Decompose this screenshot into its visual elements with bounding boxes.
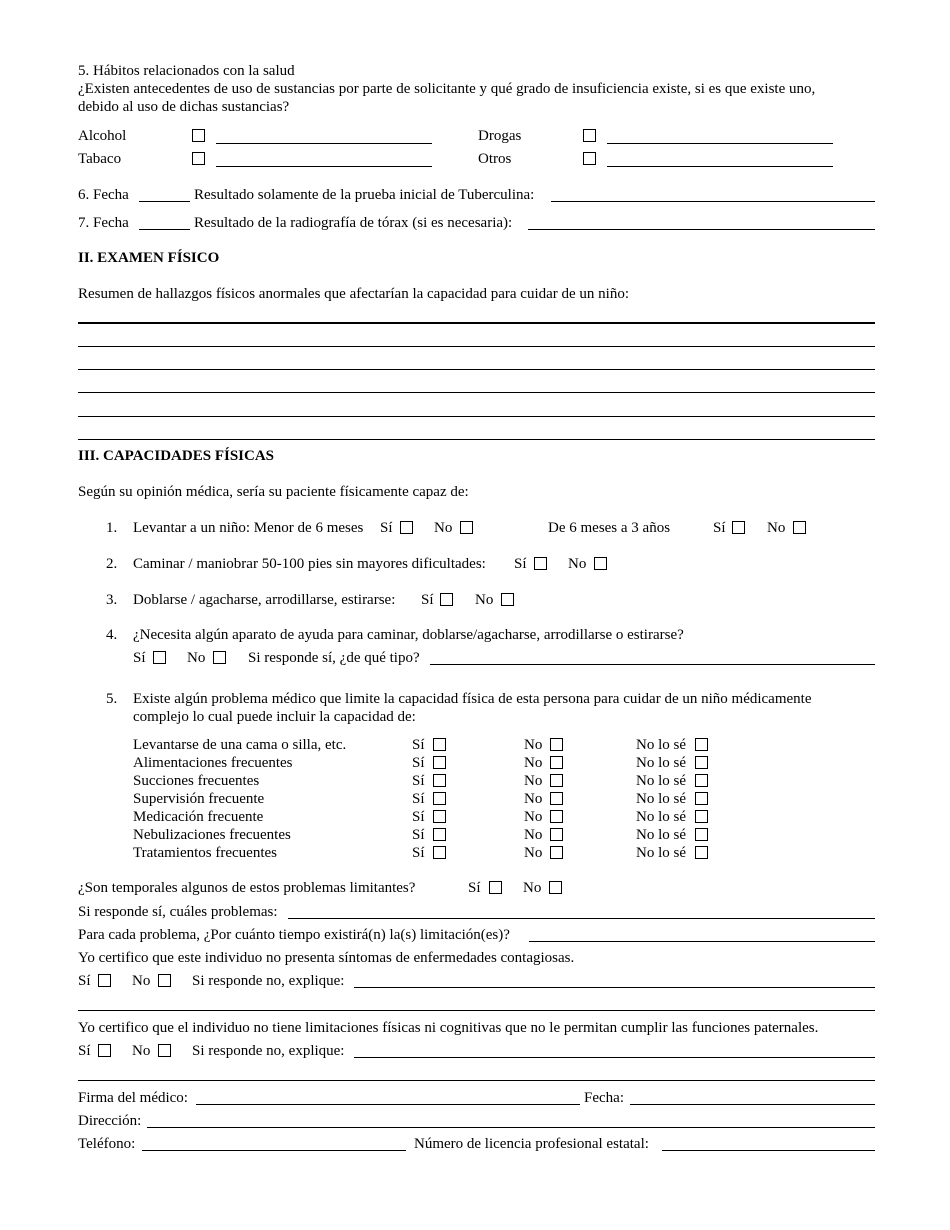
alcohol-line[interactable] xyxy=(216,143,432,144)
item2-no-checkbox[interactable] xyxy=(594,557,607,570)
capacity-item-label: Alimentaciones frecuentes xyxy=(133,755,293,771)
section2-title: II. EXAMEN FÍSICO xyxy=(78,250,220,266)
capacity-si-label: Sí xyxy=(412,827,425,843)
cert2-explique-label: Si responde no, explique: xyxy=(192,1043,345,1059)
item4-label: ¿Necesita algún aparato de ayuda para caminar, doblarse/agacharse, arrodillarse o estirarse? xyxy=(133,627,684,643)
item1b-no-checkbox[interactable] xyxy=(793,521,806,534)
capacity-si-label: Sí xyxy=(412,845,425,861)
capacity-no-checkbox[interactable] xyxy=(550,846,563,859)
capacity-no-label: No xyxy=(524,773,543,789)
capacity-nose-checkbox[interactable] xyxy=(695,792,708,805)
cert2-no-label: No xyxy=(132,1043,151,1059)
item2-no-label: No xyxy=(568,556,587,572)
item1b-label: De 6 meses a 3 años xyxy=(548,520,671,536)
cert1-text: Yo certifico que este individuo no presenta síntomas de enfermedades contagiosas. xyxy=(78,950,575,966)
capacity-si-checkbox[interactable] xyxy=(433,792,446,805)
resumen-line-4[interactable] xyxy=(78,392,875,393)
item1-no-label: No xyxy=(434,520,453,536)
capacity-si-checkbox[interactable] xyxy=(433,846,446,859)
tiempo-line[interactable] xyxy=(529,941,875,942)
item1b-no-label: No xyxy=(767,520,786,536)
resumen-line-6[interactable] xyxy=(78,439,875,440)
capacity-no-checkbox[interactable] xyxy=(550,810,563,823)
item3-no-checkbox[interactable] xyxy=(501,593,514,606)
cert2-no-checkbox[interactable] xyxy=(158,1044,171,1057)
capacity-no-checkbox[interactable] xyxy=(550,756,563,769)
cert2-si-label: Sí xyxy=(78,1043,91,1059)
capacity-no-label: No xyxy=(524,791,543,807)
capacity-item-label: Supervisión frecuente xyxy=(133,791,265,807)
item4-no-checkbox[interactable] xyxy=(213,651,226,664)
cert1-no-checkbox[interactable] xyxy=(158,974,171,987)
resumen-line-1[interactable] xyxy=(78,322,875,324)
capacity-no-label: No xyxy=(524,827,543,843)
item5-number: 5. xyxy=(106,691,118,707)
item6-fecha-label: 6. Fecha xyxy=(78,187,129,203)
item3-si-label: Sí xyxy=(421,592,434,608)
tiempo-label: Para cada problema, ¿Por cuánto tiempo existirá(n) la(s) limitación(es)? xyxy=(78,927,510,943)
firma-label: Firma del médico: xyxy=(78,1090,188,1106)
item4-no-label: No xyxy=(187,650,206,666)
item1-si-label: Sí xyxy=(380,520,393,536)
cert2-text: Yo certifico que el individuo no tiene limitaciones físicas ni cognitivas que no le permitan cumplir las funciones paternales. xyxy=(78,1020,819,1036)
item6-resultado-label: Resultado solamente de la prueba inicial de Tuberculina: xyxy=(194,187,535,203)
item2-si-label: Sí xyxy=(514,556,527,572)
tabaco-label: Tabaco xyxy=(78,151,122,167)
section3-intro: Según su opinión médica, sería su paciente físicamente capaz de: xyxy=(78,484,469,500)
capacity-no-label: No xyxy=(524,845,543,861)
item1-number: 1. xyxy=(106,520,118,536)
cuales-label: Si responde sí, cuáles problemas: xyxy=(78,904,278,920)
capacity-nose-label: No lo sé xyxy=(636,791,686,807)
item1-label: Levantar a un niño: Menor de 6 meses xyxy=(133,520,364,536)
temporales-no-checkbox[interactable] xyxy=(549,881,562,894)
capacity-item-label: Nebulizaciones frecuentes xyxy=(133,827,291,843)
capacity-no-label: No xyxy=(524,755,543,771)
temporales-no-label: No xyxy=(523,880,542,896)
licencia-label: Número de licencia profesional estatal: xyxy=(414,1136,649,1152)
capacity-no-checkbox[interactable] xyxy=(550,828,563,841)
tabaco-checkbox[interactable] xyxy=(192,152,205,165)
drogas-label: Drogas xyxy=(478,128,522,144)
resumen-line-2[interactable] xyxy=(78,346,875,347)
item4-si-label: Sí xyxy=(133,650,146,666)
alcohol-label: Alcohol xyxy=(78,128,127,144)
item3-number: 3. xyxy=(106,592,118,608)
capacity-item-label: Tratamientos frecuentes xyxy=(133,845,277,861)
capacity-nose-label: No lo sé xyxy=(636,737,686,753)
capacity-si-checkbox[interactable] xyxy=(433,738,446,751)
alcohol-checkbox[interactable] xyxy=(192,129,205,142)
telefono-label: Teléfono: xyxy=(78,1136,136,1152)
capacity-item-label: Succiones frecuentes xyxy=(133,773,260,789)
item6-resultado-line[interactable] xyxy=(551,201,875,202)
tabaco-line[interactable] xyxy=(216,166,432,167)
item6-fecha-line[interactable] xyxy=(139,201,190,202)
resumen-line-5[interactable] xyxy=(78,416,875,417)
direccion-line[interactable] xyxy=(147,1127,875,1128)
direccion-label: Dirección: xyxy=(78,1113,142,1129)
temporales-si-label: Sí xyxy=(468,880,481,896)
temporales-question: ¿Son temporales algunos de estos problemas limitantes? xyxy=(78,880,416,896)
otros-line[interactable] xyxy=(607,166,833,167)
firma-line[interactable] xyxy=(196,1104,580,1105)
capacity-si-checkbox[interactable] xyxy=(433,756,446,769)
capacity-si-label: Sí xyxy=(412,755,425,771)
cert1-explique-label: Si responde no, explique: xyxy=(192,973,345,989)
capacity-nose-label: No lo sé xyxy=(636,773,686,789)
item3-no-label: No xyxy=(475,592,494,608)
section5-question-line1: ¿Existen antecedentes de uso de sustancias por parte de solicitante y qué grado de insuficiencia existe, si es que existe uno, xyxy=(78,81,816,97)
capacity-no-label: No xyxy=(524,809,543,825)
capacity-nose-label: No lo sé xyxy=(636,845,686,861)
item4-si-checkbox[interactable] xyxy=(153,651,166,664)
capacity-no-checkbox[interactable] xyxy=(550,774,563,787)
capacity-nose-checkbox[interactable] xyxy=(695,738,708,751)
item5-text-line2: complejo lo cual puede incluir la capacidad de: xyxy=(133,709,416,725)
item4-tipo-line[interactable] xyxy=(430,664,875,665)
section3-title: III. CAPACIDADES FÍSICAS xyxy=(78,448,275,464)
item1-no-checkbox[interactable] xyxy=(460,521,473,534)
cert1-extra-line[interactable] xyxy=(78,1010,875,1011)
capacity-si-label: Sí xyxy=(412,791,425,807)
item2-number: 2. xyxy=(106,556,118,572)
otros-checkbox[interactable] xyxy=(583,152,596,165)
item1-si-checkbox[interactable] xyxy=(400,521,413,534)
item2-label: Caminar / maniobrar 50-100 pies sin mayores dificultades: xyxy=(133,556,486,572)
telefono-line[interactable] xyxy=(142,1150,406,1151)
capacity-si-checkbox[interactable] xyxy=(433,810,446,823)
capacity-si-label: Sí xyxy=(412,737,425,753)
capacity-item-label: Medicación frecuente xyxy=(133,809,264,825)
capacity-nose-checkbox[interactable] xyxy=(695,774,708,787)
capacity-nose-checkbox[interactable] xyxy=(695,846,708,859)
item4-tipo-label: Si responde sí, ¿de qué tipo? xyxy=(248,650,420,666)
capacity-nose-label: No lo sé xyxy=(636,827,686,843)
drogas-checkbox[interactable] xyxy=(583,129,596,142)
resumen-line-3[interactable] xyxy=(78,369,875,370)
item7-resultado-label: Resultado de la radiografía de tórax (si es necesaria): xyxy=(194,215,513,231)
cert1-explique-line[interactable] xyxy=(354,987,875,988)
item7-fecha-line[interactable] xyxy=(139,229,190,230)
capacity-nose-label: No lo sé xyxy=(636,755,686,771)
capacity-nose-checkbox[interactable] xyxy=(695,828,708,841)
capacity-nose-label: No lo sé xyxy=(636,809,686,825)
capacity-si-checkbox[interactable] xyxy=(433,774,446,787)
section5-title: 5. Hábitos relacionados con la salud xyxy=(78,63,295,79)
licencia-line[interactable] xyxy=(662,1150,875,1151)
capacity-item-label: Levantarse de una cama o silla, etc. xyxy=(133,737,347,753)
capacity-nose-checkbox[interactable] xyxy=(695,810,708,823)
cuales-line[interactable] xyxy=(288,918,875,919)
item7-fecha-label: 7. Fecha xyxy=(78,215,129,231)
capacity-nose-checkbox[interactable] xyxy=(695,756,708,769)
cert1-no-label: No xyxy=(132,973,151,989)
item2-si-checkbox[interactable] xyxy=(534,557,547,570)
cert2-extra-line[interactable] xyxy=(78,1080,875,1081)
fecha-label: Fecha: xyxy=(584,1090,624,1106)
drogas-line[interactable] xyxy=(607,143,833,144)
item1b-si-label: Sí xyxy=(713,520,726,536)
cert2-si-checkbox[interactable] xyxy=(98,1044,111,1057)
capacity-no-label: No xyxy=(524,737,543,753)
item3-si-checkbox[interactable] xyxy=(440,593,453,606)
cert1-si-label: Sí xyxy=(78,973,91,989)
section5-question-line2: debido al uso de dichas sustancias? xyxy=(78,99,290,115)
item7-resultado-line[interactable] xyxy=(528,229,875,230)
capacity-si-checkbox[interactable] xyxy=(433,828,446,841)
cert1-si-checkbox[interactable] xyxy=(98,974,111,987)
temporales-si-checkbox[interactable] xyxy=(489,881,502,894)
cert2-explique-line[interactable] xyxy=(354,1057,875,1058)
item4-number: 4. xyxy=(106,627,118,643)
capacity-no-checkbox[interactable] xyxy=(550,792,563,805)
item1b-si-checkbox[interactable] xyxy=(732,521,745,534)
otros-label: Otros xyxy=(478,151,512,167)
section2-resumen-label: Resumen de hallazgos físicos anormales que afectarían la capacidad para cuidar de un niño: xyxy=(78,286,630,302)
item5-text-line1: Existe algún problema médico que limite la capacidad física de esta persona para cuidar de un niño médicamente xyxy=(133,691,812,707)
capacity-si-label: Sí xyxy=(412,809,425,825)
fecha-line[interactable] xyxy=(630,1104,875,1105)
capacity-no-checkbox[interactable] xyxy=(550,738,563,751)
item3-label: Doblarse / agacharse, arrodillarse, estirarse: xyxy=(133,592,396,608)
capacity-si-label: Sí xyxy=(412,773,425,789)
